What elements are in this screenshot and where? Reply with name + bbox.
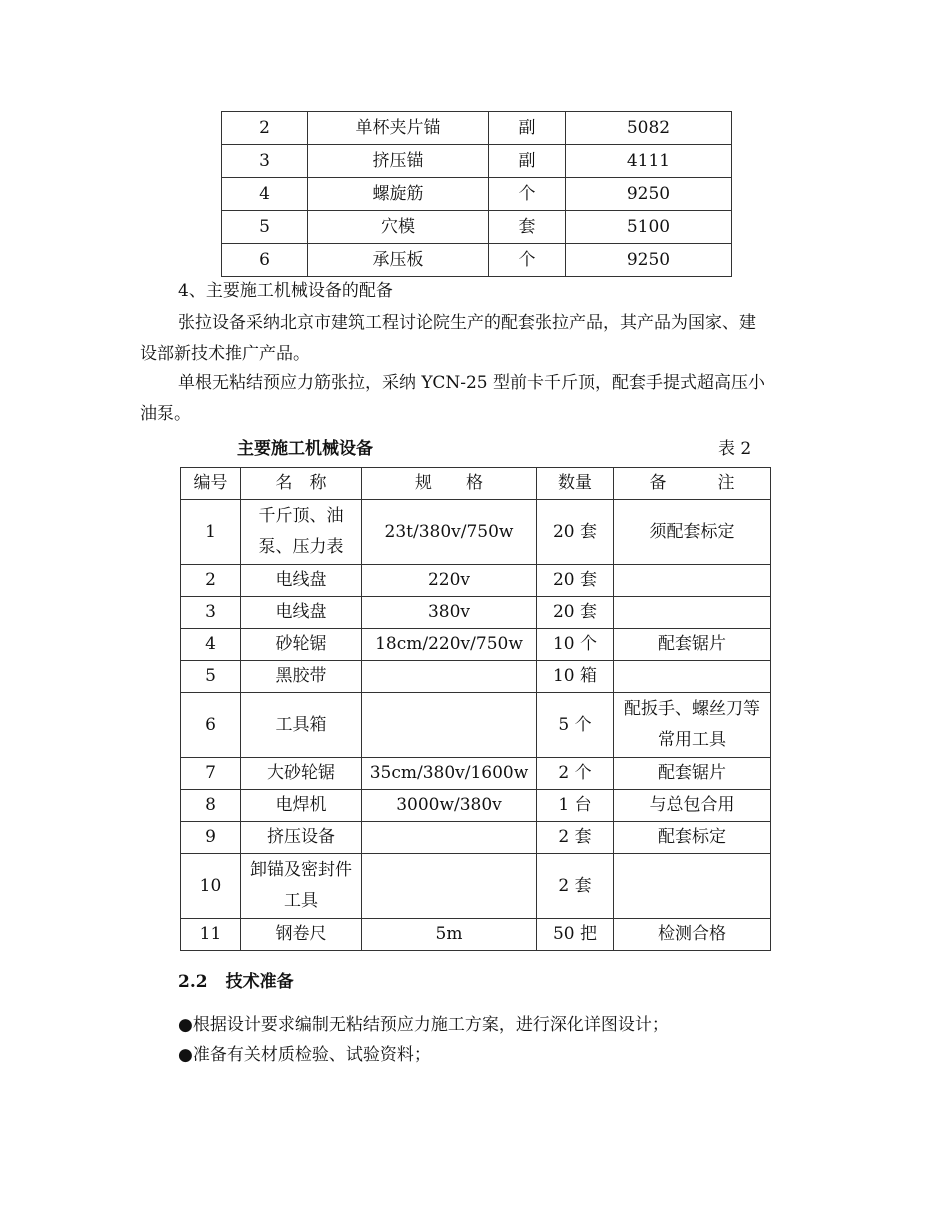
table-cell	[614, 597, 771, 629]
table-cell: 承压板	[308, 244, 489, 277]
header-cell: 规 格	[362, 468, 537, 500]
table-cell: 电线盘	[241, 565, 362, 597]
table-cell: 8	[181, 790, 241, 822]
table-cell: 千斤顶、油泵、压力表	[241, 500, 362, 565]
table-cell: 35cm/380v/1600w	[362, 758, 537, 790]
table-row	[222, 211, 732, 244]
bullet-item: ●准备有关材质检验、试验资料；	[178, 1045, 431, 1065]
table-cell: 3	[222, 145, 308, 178]
table-cell: 220v	[362, 565, 537, 597]
table-cell: 电焊机	[241, 790, 362, 822]
table-row	[181, 629, 771, 661]
table-row	[222, 112, 732, 145]
table-row	[181, 919, 771, 951]
table-row	[181, 854, 771, 919]
header-cell: 名 称	[241, 468, 362, 500]
table-row	[181, 758, 771, 790]
table-cell	[362, 822, 537, 854]
table-cell: 砂轮锯	[241, 629, 362, 661]
table-cell: 11	[181, 919, 241, 951]
table-number-label: 表 2	[718, 439, 752, 459]
section-title: 技术准备	[225, 972, 294, 992]
table-cell: 1 台	[537, 790, 614, 822]
table-cell: 2 个	[537, 758, 614, 790]
table-cell: 须配套标定	[614, 500, 771, 565]
table-row	[222, 178, 732, 211]
table-cell: 9250	[566, 178, 732, 211]
section-number: 2.2	[178, 972, 208, 992]
table-cell: 4	[181, 629, 241, 661]
table-cell: 9	[181, 822, 241, 854]
table-cell: 18cm/220v/750w	[362, 629, 537, 661]
table-cell: 钢卷尺	[241, 919, 362, 951]
table-cell: 20 套	[537, 565, 614, 597]
table-row	[181, 597, 771, 629]
table-cell: 检测合格	[614, 919, 771, 951]
section-heading: 4、主要施工机械设备的配备	[178, 281, 393, 301]
table-cell: 黑胶带	[241, 661, 362, 693]
table-cell: 6	[222, 244, 308, 277]
table-cell: 配套标定	[614, 822, 771, 854]
table-cell: 10 个	[537, 629, 614, 661]
table-row	[181, 790, 771, 822]
table-cell: 挤压设备	[241, 822, 362, 854]
table-cell: 3000w/380v	[362, 790, 537, 822]
section-heading	[178, 968, 294, 996]
table-cell: 20 套	[537, 597, 614, 629]
table-cell: 3	[181, 597, 241, 629]
table-row	[181, 500, 771, 565]
header-cell: 编号	[181, 468, 241, 500]
table-cell: 与总包合用	[614, 790, 771, 822]
table-cell: 个	[489, 244, 566, 277]
table-cell	[614, 661, 771, 693]
table-row	[222, 145, 732, 178]
paragraph-line: 油泵。	[140, 404, 191, 424]
table-cell: 单杯夹片锚	[308, 112, 489, 145]
table-cell	[614, 565, 771, 597]
table-cell: 挤压锚	[308, 145, 489, 178]
table-cell: 1	[181, 500, 241, 565]
table-cell	[362, 854, 537, 919]
table-cell: 电线盘	[241, 597, 362, 629]
table-row	[181, 661, 771, 693]
table-caption: 主要施工机械设备	[237, 439, 373, 459]
table-cell: 20 套	[537, 500, 614, 565]
table-cell	[362, 693, 537, 758]
table-cell: 6	[181, 693, 241, 758]
table-cell: 5	[181, 661, 241, 693]
anchor-materials-table	[221, 111, 732, 277]
table-cell: 4	[222, 178, 308, 211]
paragraph-line: 张拉设备采纳北京市建筑工程讨论院生产的配套张拉产品，其产品为国家、建	[178, 313, 756, 333]
header-cell: 备 注	[614, 468, 771, 500]
table-cell: 50 把	[537, 919, 614, 951]
header-cell: 数量	[537, 468, 614, 500]
table-cell: 9250	[566, 244, 732, 277]
table-row	[222, 244, 732, 277]
table-cell: 10 箱	[537, 661, 614, 693]
table-row	[181, 693, 771, 758]
table-cell: 5 个	[537, 693, 614, 758]
table-row	[181, 565, 771, 597]
table-cell: 个	[489, 178, 566, 211]
table-cell: 配套锯片	[614, 629, 771, 661]
table-cell: 大砂轮锯	[241, 758, 362, 790]
table-cell: 7	[181, 758, 241, 790]
table-cell: 副	[489, 112, 566, 145]
paragraph-line: 设部新技术推广产品。	[140, 344, 310, 364]
table-cell: 套	[489, 211, 566, 244]
table-cell: 卸锚及密封件工具	[241, 854, 362, 919]
table-cell: 23t/380v/750w	[362, 500, 537, 565]
table-cell: 380v	[362, 597, 537, 629]
table-cell: 5100	[566, 211, 732, 244]
table-cell: 配扳手、螺丝刀等常用工具	[614, 693, 771, 758]
table-cell	[362, 661, 537, 693]
bullet-item: ●根据设计要求编制无粘结预应力施工方案，进行深化详图设计；	[178, 1015, 669, 1035]
table-cell: 配套锯片	[614, 758, 771, 790]
table-cell: 2	[181, 565, 241, 597]
table-cell: 5m	[362, 919, 537, 951]
table-cell: 10	[181, 854, 241, 919]
table-cell: 2 套	[537, 822, 614, 854]
table-cell: 工具箱	[241, 693, 362, 758]
table-cell: 副	[489, 145, 566, 178]
table-header-row	[181, 468, 771, 500]
table-cell: 5	[222, 211, 308, 244]
table-cell: 5082	[566, 112, 732, 145]
equipment-table	[180, 467, 771, 951]
table-cell: 2	[222, 112, 308, 145]
paragraph-line: 单根无粘结预应力筋张拉，采纳 YCN-25 型前卡千斤顶，配套手提式超高压小	[178, 373, 765, 393]
table-cell: 螺旋筋	[308, 178, 489, 211]
table-cell: 穴模	[308, 211, 489, 244]
table-cell: 2 套	[537, 854, 614, 919]
table-cell	[614, 854, 771, 919]
table-row	[181, 822, 771, 854]
table-cell: 4111	[566, 145, 732, 178]
